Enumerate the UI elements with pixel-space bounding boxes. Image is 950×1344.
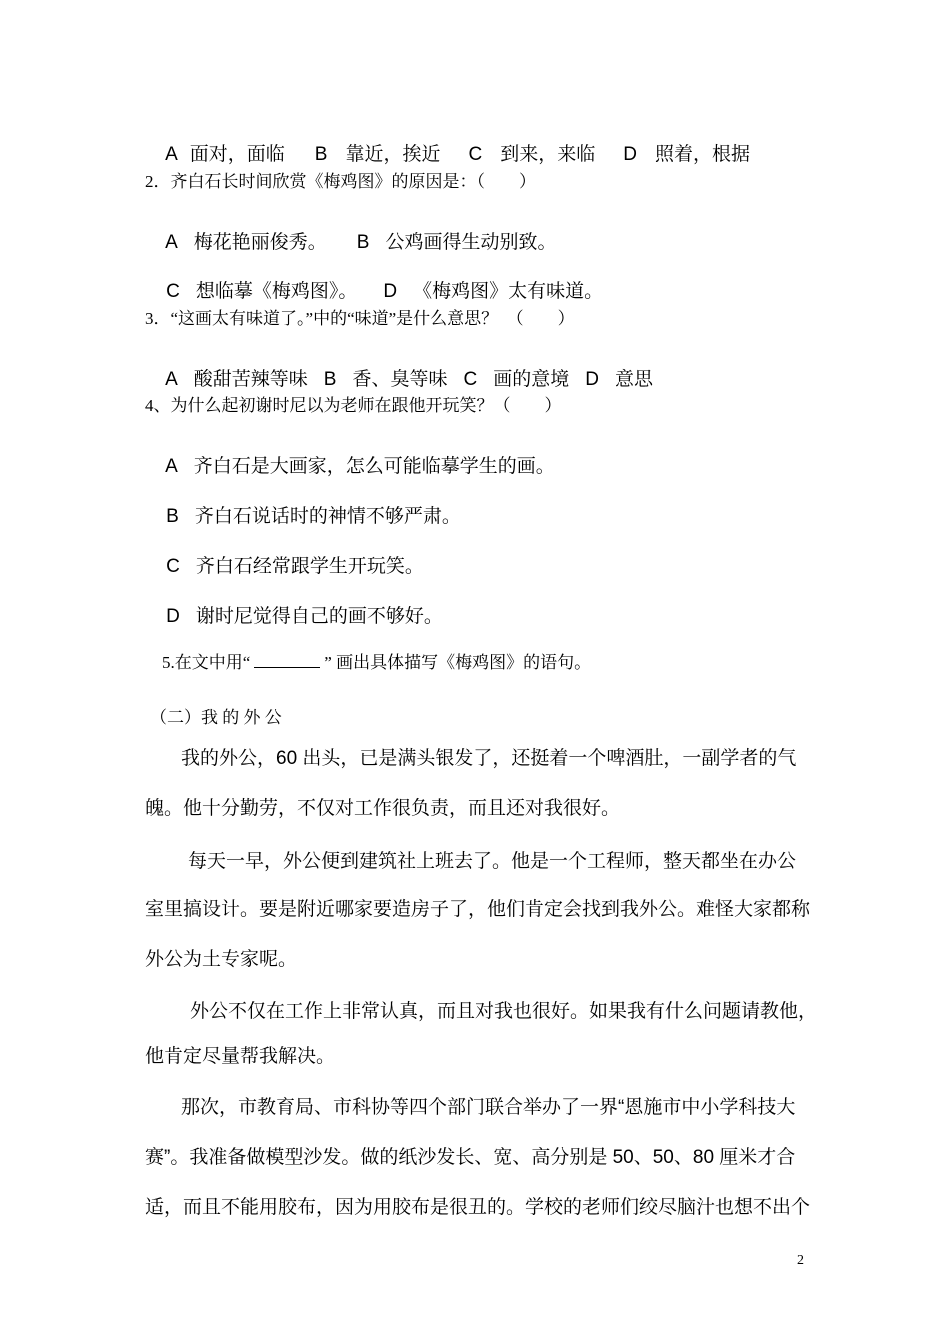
q4-option-c-letter: C [166, 556, 180, 577]
q4-option-c-text: 齐白石经常跟学生开玩笑。 [195, 556, 424, 577]
q4-option-a-text: 齐白石是大画家，怎么可能临摹学生的画。 [193, 456, 555, 477]
q3-question: 3．“这画太有味道了。”中的“味道”是什么意思？ （ ） [145, 309, 575, 328]
q4-option-c [145, 538, 424, 595]
passage-p2-line3: 外公为土专家呢。 [145, 949, 298, 970]
q4-option-b-text: 齐白石说话时的神情不够严肃。 [194, 506, 461, 527]
passage-p3-line1: 外公不仅在工作上非常认真，而且对我也很好。如果我有什么问题请教他， [190, 1001, 818, 1022]
q1-option-b-letter: B [314, 144, 328, 165]
q1-option-a-text: 面对，面临 [189, 144, 285, 165]
q5-underline-blank [254, 651, 320, 668]
passage-p4-line2: 赛”。我准备做模型沙发。做的纸沙发长、宽、高分别是 50、50、80 厘米才合 [145, 1147, 796, 1168]
passage-p4-line1: 那次，市教育局、市科协等四个部门联合举办了一界“恩施市中小学科技大 [181, 1097, 796, 1118]
passage-p2-line2: 室里搞设计。要是附近哪家要造房子了，他们肯定会找到我外公。难怪大家都称 [145, 899, 811, 920]
passage-p2-line1: 每天一早，外公便到建筑社上班去了。他是一个工程师，整天都坐在办公 [188, 851, 797, 872]
q3-option-b-letter: B [323, 369, 337, 390]
q1-option-b-text: 靠近，挨近 [345, 144, 441, 165]
q3-option-c-text: 画的意境 [493, 369, 570, 390]
q1-option-d-text: 照着，根据 [654, 144, 750, 165]
q4-option-a-letter: A [165, 456, 178, 477]
q3-option-a-letter: A [165, 369, 178, 390]
q4-option-d-letter: D [166, 606, 180, 627]
q4-option-b-letter: B [166, 506, 179, 527]
q5-question [145, 634, 591, 688]
q1-option-c-text: 到来，来临 [500, 144, 596, 165]
passage-p3-line2: 他肯定尽量帮我解决。 [145, 1046, 336, 1067]
section2-title: （二）我 的 外 公 [150, 708, 282, 727]
q5-suffix: ” 画出具体描写《梅鸡图》的语句。 [324, 653, 592, 672]
q3-option-b-text: 香、臭等味 [352, 369, 448, 390]
q5-prefix: 5.在文中用“ [162, 653, 251, 672]
q4-option-d-text: 谢时尼觉得自己的画不够好。 [195, 606, 443, 627]
q2-option-b-letter: B [356, 232, 370, 253]
q4-question: 4、为什么起初谢时尼以为老师在跟他开玩笑？（ ） [145, 396, 562, 415]
q2-option-d-text: 《梅鸡图》太有味道。 [413, 281, 604, 302]
passage-p1-line1: 我的外公，60 出头，已是满头银发了，还挺着一个啤酒肚，一副学者的气 [181, 748, 797, 769]
q1-option-d-letter: D [623, 144, 637, 165]
q2-option-c-text: 想临摹《梅鸡图》。 [195, 281, 358, 302]
passage-p4-line3: 适，而且不能用胶布，因为用胶布是很丑的。学校的老师们绞尽脑汁也想不出个 [145, 1197, 811, 1218]
q3-option-a-text: 酸甜苦辣等味 [193, 369, 308, 390]
q1-option-a-letter: A [165, 144, 178, 165]
q4-option-b [145, 488, 461, 545]
q3-option-d-text: 意思 [614, 369, 653, 390]
q2-option-c-letter: C [166, 281, 180, 302]
q2-question: 2．齐白石长时间欣赏《梅鸡图》的原因是：（ ） [145, 172, 536, 191]
q2-option-a-letter: A [165, 232, 178, 253]
page-number: 2 [797, 1253, 804, 1268]
q1-option-c-letter: C [468, 144, 483, 165]
q2-option-d-letter: D [383, 281, 398, 302]
q3-option-c-letter: C [463, 369, 478, 390]
passage-p1-line2: 魄。他十分勤劳，不仅对工作很负责，而且还对我很好。 [145, 798, 621, 819]
q4-option-a [145, 438, 555, 495]
q2-option-b-text: 公鸡画得生动别致。 [385, 232, 557, 253]
q2-option-a-text: 梅花艳丽俊秀。 [193, 232, 327, 253]
q3-option-d-letter: D [585, 369, 599, 390]
